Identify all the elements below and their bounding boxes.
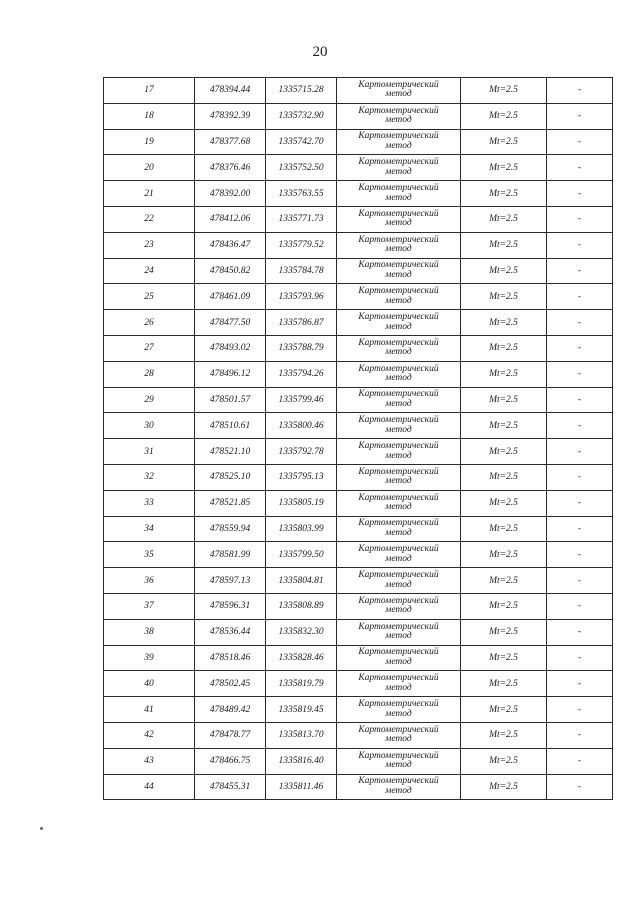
note-cell: - [547,593,613,619]
note-cell: - [547,103,613,129]
y-coordinate-cell: 1335742.70 [266,129,337,155]
method-line-2: метод [385,553,412,564]
table-row [104,671,613,697]
method-line-1: Картометрический [358,750,439,761]
x-coordinate-cell: 478597.13 [195,568,266,594]
accuracy-cell: Mt=2.5 [461,697,547,723]
y-coordinate-cell: 1335828.46 [266,645,337,671]
method-cell [337,206,461,232]
y-coordinate-cell: 1335799.50 [266,542,337,568]
y-coordinate-cell: 1335800.46 [266,413,337,439]
note-cell: - [547,748,613,774]
method-line-2: метод [385,785,412,796]
table-row [104,129,613,155]
table-row [104,181,613,207]
note-cell: - [547,542,613,568]
method-line-1: Картометрический [358,466,439,477]
table-row [104,774,613,800]
method-line-1: Картометрический [358,183,439,194]
y-coordinate-cell: 1335813.70 [266,722,337,748]
y-coordinate-cell: 1335804.81 [266,568,337,594]
y-coordinate-cell: 1335811.46 [266,774,337,800]
method-line-2: метод [385,373,412,384]
point-number-cell: 43 [104,748,195,774]
y-coordinate-cell: 1335752.50 [266,155,337,181]
method-cell [337,568,461,594]
point-number-cell: 44 [104,774,195,800]
x-coordinate-cell: 478461.09 [195,284,266,310]
method-line-1: Картометрический [358,570,439,581]
method-line-1: Картометрический [358,312,439,323]
x-coordinate-cell: 478455.31 [195,774,266,800]
method-line-1: Картометрический [358,699,439,710]
y-coordinate-cell: 1335795.13 [266,464,337,490]
method-line-2: метод [385,347,412,358]
accuracy-cell: Mt=2.5 [461,774,547,800]
y-coordinate-cell: 1335819.45 [266,697,337,723]
method-cell [337,103,461,129]
table-row [104,490,613,516]
x-coordinate-cell: 478518.46 [195,645,266,671]
accuracy-cell: Mt=2.5 [461,722,547,748]
point-number-cell: 19 [104,129,195,155]
table-row [104,103,613,129]
method-line-2: метод [385,760,412,771]
method-line-2: метод [385,244,412,255]
method-line-2: метод [385,656,412,667]
y-coordinate-cell: 1335771.73 [266,206,337,232]
method-line-1: Картометрический [358,673,439,684]
method-line-1: Картометрический [358,260,439,271]
x-coordinate-cell: 478392.00 [195,181,266,207]
x-coordinate-cell: 478521.10 [195,439,266,465]
method-cell [337,361,461,387]
point-number-cell: 21 [104,181,195,207]
point-number-cell: 29 [104,387,195,413]
method-cell [337,464,461,490]
table-row [104,568,613,594]
x-coordinate-cell: 478521.85 [195,490,266,516]
table-row [104,697,613,723]
note-cell: - [547,387,613,413]
note-cell: - [547,361,613,387]
point-number-cell: 39 [104,645,195,671]
x-coordinate-cell: 478466.75 [195,748,266,774]
method-line-1: Картометрический [358,595,439,606]
method-line-1: Картометрический [358,389,439,400]
method-cell [337,516,461,542]
y-coordinate-cell: 1335816.40 [266,748,337,774]
method-cell [337,335,461,361]
table-row [104,284,613,310]
point-number-cell: 37 [104,593,195,619]
point-number-cell: 35 [104,542,195,568]
note-cell: - [547,774,613,800]
method-line-1: Картометрический [358,621,439,632]
method-cell [337,697,461,723]
accuracy-cell: Mt=2.5 [461,464,547,490]
note-cell: - [547,722,613,748]
method-line-1: Картометрический [358,518,439,529]
y-coordinate-cell: 1335715.28 [266,78,337,104]
method-line-1: Картометрический [358,286,439,297]
method-line-1: Картометрический [358,79,439,90]
method-line-1: Картометрический [358,776,439,787]
method-line-2: метод [385,89,412,100]
method-line-2: метод [385,631,412,642]
method-cell [337,258,461,284]
table-row [104,464,613,490]
table-row [104,516,613,542]
method-cell [337,619,461,645]
method-cell [337,671,461,697]
method-cell [337,645,461,671]
table-row [104,413,613,439]
note-cell: - [547,697,613,723]
method-line-2: метод [385,140,412,151]
accuracy-cell: Mt=2.5 [461,155,547,181]
method-line-2: метод [385,527,412,538]
scan-dot [40,827,43,830]
accuracy-cell: Mt=2.5 [461,748,547,774]
accuracy-cell: Mt=2.5 [461,258,547,284]
y-coordinate-cell: 1335732.90 [266,103,337,129]
method-cell [337,284,461,310]
x-coordinate-cell: 478450.82 [195,258,266,284]
method-line-1: Картометрический [358,105,439,116]
accuracy-cell: Mt=2.5 [461,206,547,232]
method-line-2: метод [385,115,412,126]
point-number-cell: 38 [104,619,195,645]
table-row [104,78,613,104]
note-cell: - [547,439,613,465]
y-coordinate-cell: 1335779.52 [266,232,337,258]
y-coordinate-cell: 1335805.19 [266,490,337,516]
method-line-2: метод [385,708,412,719]
y-coordinate-cell: 1335803.99 [266,516,337,542]
x-coordinate-cell: 478581.99 [195,542,266,568]
x-coordinate-cell: 478412.06 [195,206,266,232]
accuracy-cell: Mt=2.5 [461,284,547,310]
x-coordinate-cell: 478502.45 [195,671,266,697]
method-line-2: метод [385,450,412,461]
method-cell [337,413,461,439]
x-coordinate-cell: 478596.31 [195,593,266,619]
point-number-cell: 36 [104,568,195,594]
method-cell [337,439,461,465]
point-number-cell: 23 [104,232,195,258]
note-cell: - [547,619,613,645]
note-cell: - [547,671,613,697]
note-cell: - [547,232,613,258]
point-number-cell: 32 [104,464,195,490]
note-cell: - [547,284,613,310]
table-row [104,387,613,413]
method-cell [337,593,461,619]
y-coordinate-cell: 1335763.55 [266,181,337,207]
accuracy-cell: Mt=2.5 [461,232,547,258]
accuracy-cell: Mt=2.5 [461,593,547,619]
x-coordinate-cell: 478394.44 [195,78,266,104]
method-line-2: метод [385,476,412,487]
table-row [104,593,613,619]
method-cell [337,490,461,516]
table-row [104,542,613,568]
method-line-2: метод [385,218,412,229]
note-cell: - [547,78,613,104]
method-line-2: метод [385,424,412,435]
point-number-cell: 27 [104,335,195,361]
note-cell: - [547,568,613,594]
accuracy-cell: Mt=2.5 [461,490,547,516]
note-cell: - [547,206,613,232]
method-line-2: метод [385,192,412,203]
point-number-cell: 28 [104,361,195,387]
x-coordinate-cell: 478477.50 [195,310,266,336]
note-cell: - [547,490,613,516]
y-coordinate-cell: 1335788.79 [266,335,337,361]
table-row [104,206,613,232]
method-cell [337,774,461,800]
x-coordinate-cell: 478392.39 [195,103,266,129]
method-line-2: метод [385,682,412,693]
method-line-1: Картометрический [358,157,439,168]
y-coordinate-cell: 1335794.26 [266,361,337,387]
method-line-1: Картометрический [358,544,439,555]
method-line-1: Картометрический [358,337,439,348]
method-line-1: Картометрический [358,234,439,245]
point-number-cell: 20 [104,155,195,181]
method-line-1: Картометрический [358,492,439,503]
accuracy-cell: Mt=2.5 [461,103,547,129]
table-row [104,155,613,181]
method-line-1: Картометрический [358,208,439,219]
method-line-2: метод [385,321,412,332]
x-coordinate-cell: 478478.77 [195,722,266,748]
point-number-cell: 33 [104,490,195,516]
table-row [104,335,613,361]
point-number-cell: 17 [104,78,195,104]
method-line-1: Картометрический [358,131,439,142]
x-coordinate-cell: 478536.44 [195,619,266,645]
table-row [104,645,613,671]
point-number-cell: 22 [104,206,195,232]
method-line-2: метод [385,605,412,616]
x-coordinate-cell: 478559.94 [195,516,266,542]
accuracy-cell: Mt=2.5 [461,78,547,104]
note-cell: - [547,335,613,361]
y-coordinate-cell: 1335792.78 [266,439,337,465]
method-line-2: метод [385,269,412,280]
point-number-cell: 30 [104,413,195,439]
method-cell [337,232,461,258]
method-line-2: метод [385,734,412,745]
x-coordinate-cell: 478493.02 [195,335,266,361]
point-number-cell: 24 [104,258,195,284]
x-coordinate-cell: 478525.10 [195,464,266,490]
table-row [104,258,613,284]
y-coordinate-cell: 1335832.30 [266,619,337,645]
point-number-cell: 34 [104,516,195,542]
method-cell [337,129,461,155]
accuracy-cell: Mt=2.5 [461,645,547,671]
method-cell [337,542,461,568]
note-cell: - [547,516,613,542]
x-coordinate-cell: 478436.47 [195,232,266,258]
table-row [104,748,613,774]
method-cell [337,310,461,336]
point-number-cell: 18 [104,103,195,129]
accuracy-cell: Mt=2.5 [461,439,547,465]
accuracy-cell: Mt=2.5 [461,568,547,594]
method-line-2: метод [385,502,412,513]
method-line-1: Картометрический [358,724,439,735]
accuracy-cell: Mt=2.5 [461,335,547,361]
accuracy-cell: Mt=2.5 [461,387,547,413]
accuracy-cell: Mt=2.5 [461,413,547,439]
method-line-2: метод [385,166,412,177]
accuracy-cell: Mt=2.5 [461,310,547,336]
method-line-1: Картометрический [358,363,439,374]
table-row [104,439,613,465]
y-coordinate-cell: 1335784.78 [266,258,337,284]
method-line-2: метод [385,295,412,306]
y-coordinate-cell: 1335808.89 [266,593,337,619]
point-number-cell: 25 [104,284,195,310]
method-cell [337,748,461,774]
method-cell [337,387,461,413]
accuracy-cell: Mt=2.5 [461,542,547,568]
table-row [104,722,613,748]
accuracy-cell: Mt=2.5 [461,671,547,697]
table-row [104,361,613,387]
accuracy-cell: Mt=2.5 [461,516,547,542]
method-line-2: метод [385,398,412,409]
y-coordinate-cell: 1335786.87 [266,310,337,336]
point-number-cell: 31 [104,439,195,465]
y-coordinate-cell: 1335819.79 [266,671,337,697]
method-line-1: Картометрический [358,415,439,426]
method-cell [337,155,461,181]
point-number-cell: 42 [104,722,195,748]
coordinates-table [103,77,613,800]
table-row [104,232,613,258]
method-line-1: Картометрический [358,647,439,658]
method-cell [337,722,461,748]
note-cell: - [547,155,613,181]
x-coordinate-cell: 478496.12 [195,361,266,387]
note-cell: - [547,258,613,284]
x-coordinate-cell: 478501.57 [195,387,266,413]
note-cell: - [547,464,613,490]
accuracy-cell: Mt=2.5 [461,619,547,645]
x-coordinate-cell: 478489.42 [195,697,266,723]
x-coordinate-cell: 478510.61 [195,413,266,439]
accuracy-cell: Mt=2.5 [461,181,547,207]
accuracy-cell: Mt=2.5 [461,361,547,387]
method-line-1: Картометрический [358,441,439,452]
note-cell: - [547,129,613,155]
method-cell [337,78,461,104]
note-cell: - [547,181,613,207]
note-cell: - [547,413,613,439]
point-number-cell: 40 [104,671,195,697]
method-line-2: метод [385,579,412,590]
page-number: 20 [312,44,328,60]
method-cell [337,181,461,207]
accuracy-cell: Mt=2.5 [461,129,547,155]
y-coordinate-cell: 1335793.96 [266,284,337,310]
x-coordinate-cell: 478376.46 [195,155,266,181]
table-row [104,310,613,336]
table-row [104,619,613,645]
note-cell: - [547,645,613,671]
point-number-cell: 26 [104,310,195,336]
coordinates-table-body [104,78,613,800]
point-number-cell: 41 [104,697,195,723]
y-coordinate-cell: 1335799.46 [266,387,337,413]
x-coordinate-cell: 478377.68 [195,129,266,155]
note-cell: - [547,310,613,336]
